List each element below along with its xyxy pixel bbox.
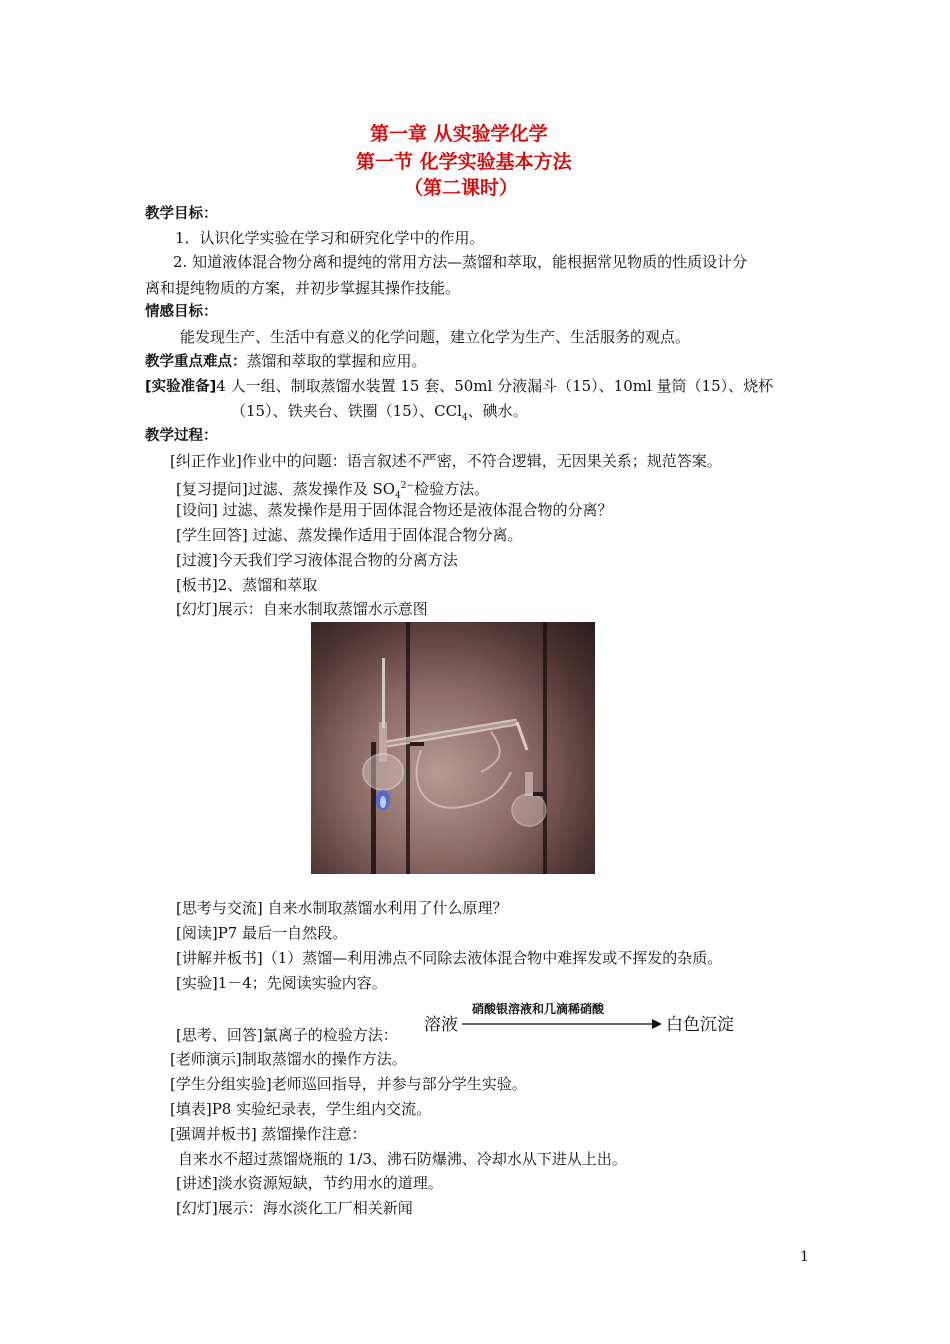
goal-item-2-line-2: 离和提纯物质的方案，并初步掌握其操作技能。 (145, 279, 461, 297)
lesson-title: （第二课时） (404, 177, 519, 199)
chapter-title: 第一章 从实验学化学 (370, 123, 548, 145)
arrow-icon (462, 1017, 662, 1031)
process-line-17: 自来水不超过蒸馏烧瓶的 1/3、沸石防爆沸、冷却水从下进从上出。 (178, 1150, 627, 1168)
goal-item-1: 1．认识化学实验在学习和研究化学中的作用。 (175, 229, 485, 247)
prep-line-2 (231, 401, 528, 428)
process-line-5: [过渡]今天我们学习液体混合物的分离方法 (176, 551, 458, 569)
key-points-line (145, 351, 427, 372)
distillation-apparatus-photo (311, 622, 595, 874)
process-line-14: [学生分组实验]老师巡回指导，并参与部分学生实验。 (170, 1075, 527, 1093)
process-line-9: [阅读]P7 最后一自然段。 (176, 924, 348, 942)
process-line-11: [实验]1－4；先阅读实验内容。 (176, 974, 387, 992)
diagram-right-label: 白色沉淀 (666, 1015, 734, 1035)
goals-heading: 教学目标： (145, 206, 218, 222)
prep-line-1 (145, 376, 773, 397)
process-line-19: [幻灯]展示：海水淡化工厂相关新闻 (176, 1199, 413, 1217)
process-heading: 教学过程： (145, 428, 218, 444)
process-line-13: [老师演示]制取蒸馏水的操作方法。 (170, 1050, 407, 1068)
prep-text-2: （15）、铁夹台、铁圈（15）、CCl (231, 402, 462, 420)
prep-text-2-end: 、碘水。 (467, 402, 528, 420)
key-points-text: 蒸馏和萃取的掌握和应用。 (246, 352, 427, 370)
process-line-15: [填表]P8 实验纪录表，学生组内交流。 (170, 1100, 432, 1118)
section-title: 第一节 化学实验基本方法 (356, 151, 572, 173)
ccl4-subscript: 4 (461, 413, 468, 423)
emotion-heading: 情感目标： (145, 304, 218, 320)
review-question-text: [复习提问]过滤、蒸发操作及 SO (176, 480, 396, 498)
process-line-10: [讲解并板书]（1）蒸馏—利用沸点不同除去液体混合物中难挥发或不挥发的杂质。 (176, 949, 723, 967)
review-question-end: 检验方法。 (414, 480, 490, 498)
process-line-7: [幻灯]展示：自来水制取蒸馏水示意图 (176, 600, 428, 618)
process-line-1: [纠正作业]作业中的问题：语言叙述不严密，不符合逻辑，无因果关系；规范答案。 (170, 452, 722, 470)
process-line-8: [思考与交流] 自来水制取蒸馏水利用了什么原理？ (176, 899, 508, 917)
process-line-12: [思考、回答]氯离子的检验方法： (176, 1026, 398, 1044)
key-points-heading: 教学重点难点： (145, 354, 247, 370)
process-line-3: [设问] 过滤、蒸发操作是用于固体混合物还是液体混合物的分离？ (176, 501, 613, 519)
chloride-test-diagram (420, 1002, 750, 1038)
process-line-18: [讲述]淡水资源短缺，节约用水的道理。 (176, 1174, 443, 1192)
prep-heading: [实验准备] (145, 379, 217, 395)
prep-text-1: 4 人一组、制取蒸馏水装置 15 套、50ml 分液漏斗（15）、10ml 量筒（15）、烧杯 (216, 377, 774, 395)
process-line-6: [板书]2、蒸馏和萃取 (176, 576, 318, 594)
so4-subscript: 4 (395, 491, 401, 501)
process-line-16: [强调并板书] 蒸馏操作注意： (170, 1125, 367, 1143)
emotion-text: 能发现生产、生活中有意义的化学问题，建立化学为生产、生活服务的观点。 (180, 328, 691, 346)
so4-superscript: 2− (400, 481, 415, 491)
diagram-left-label: 溶液 (424, 1015, 458, 1035)
goal-item-2-line-1: 2. 知道液体混合物分离和提纯的常用方法—蒸馏和萃取，能根据常见物质的性质设计分 (173, 253, 748, 271)
process-line-4: [学生回答] 过滤、蒸发操作适用于固体混合物分离。 (176, 526, 523, 544)
page-number: 1 (800, 1249, 809, 1265)
diagram-arrow-label: 硝酸银溶液和几滴稀硝酸 (472, 1002, 605, 1016)
